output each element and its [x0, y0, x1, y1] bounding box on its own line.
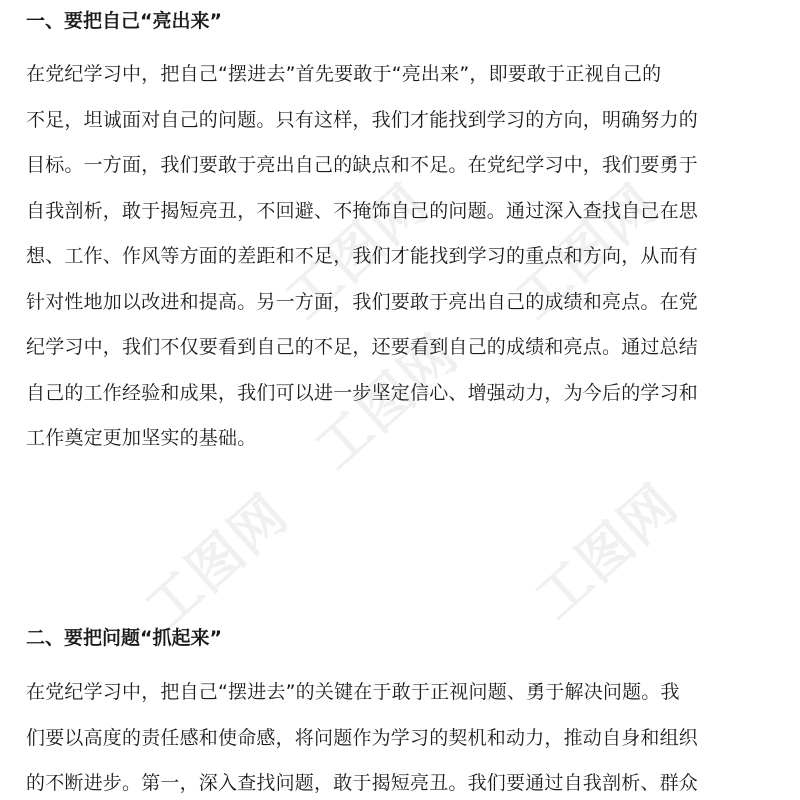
paragraph-line: 针对性地加以改进和提高。另一方面，我们要敢于亮出自己的成绩和亮点。在党: [26, 290, 699, 313]
paragraph-line: 自我剖析，敢于揭短亮丑，不回避、不掩饰自己的问题。通过深入查找自己在思: [26, 199, 699, 222]
watermark: 工图网: [503, 171, 671, 332]
paragraph-line: 工作奠定更加坚实的基础。: [26, 427, 257, 449]
paragraph-line: 想、工作、作风等方面的差距和不足，我们才能找到学习的重点和方向，从而有: [26, 245, 699, 267]
section-paragraph: [26, 52, 698, 462]
paragraph-line: 目标。一方面，我们要敢于亮出自己的缺点和不足。在党纪学习中，我们要勇于: [26, 154, 699, 176]
section-paragraph: [26, 670, 698, 800]
watermark: 工图网: [303, 321, 471, 482]
watermark: 工图网: [273, 171, 441, 332]
paragraph-line: 们要以高度的责任感和使命感，将问题作为学习的契机和动力，推动自身和组织: [26, 726, 699, 749]
paragraph-line: 在党纪学习中，把自己“摆进去”首先要敢于“亮出来”，即要敢于正视自己的: [26, 63, 662, 85]
watermark: 工图网: [523, 471, 691, 632]
paragraph-line: 不足，坦诚面对自己的问题。只有这样，我们才能找到学习的方向，明确努力的: [26, 108, 699, 131]
paragraph-line: 在党纪学习中，把自己“摆进去”的关键在于敢于正视问题、勇于解决问题。我: [26, 681, 680, 703]
paragraph-line: 的不断进步。第一，深入查找问题，敢于揭短亮丑。我们要通过自我剖析、群众: [26, 772, 699, 794]
paragraph-line: 自己的工作经验和成果，我们可以进一步坚定信心、增强动力，为今后的学习和: [26, 381, 699, 404]
watermark: 工图网: [133, 481, 301, 642]
section-heading: 二、要把问题“抓起来”: [26, 627, 222, 649]
paragraph-line: 纪学习中，我们不仅要看到自己的不足，还要看到自己的成绩和亮点。通过总结: [26, 336, 699, 358]
section-heading: 一、要把自己“亮出来”: [26, 10, 222, 32]
